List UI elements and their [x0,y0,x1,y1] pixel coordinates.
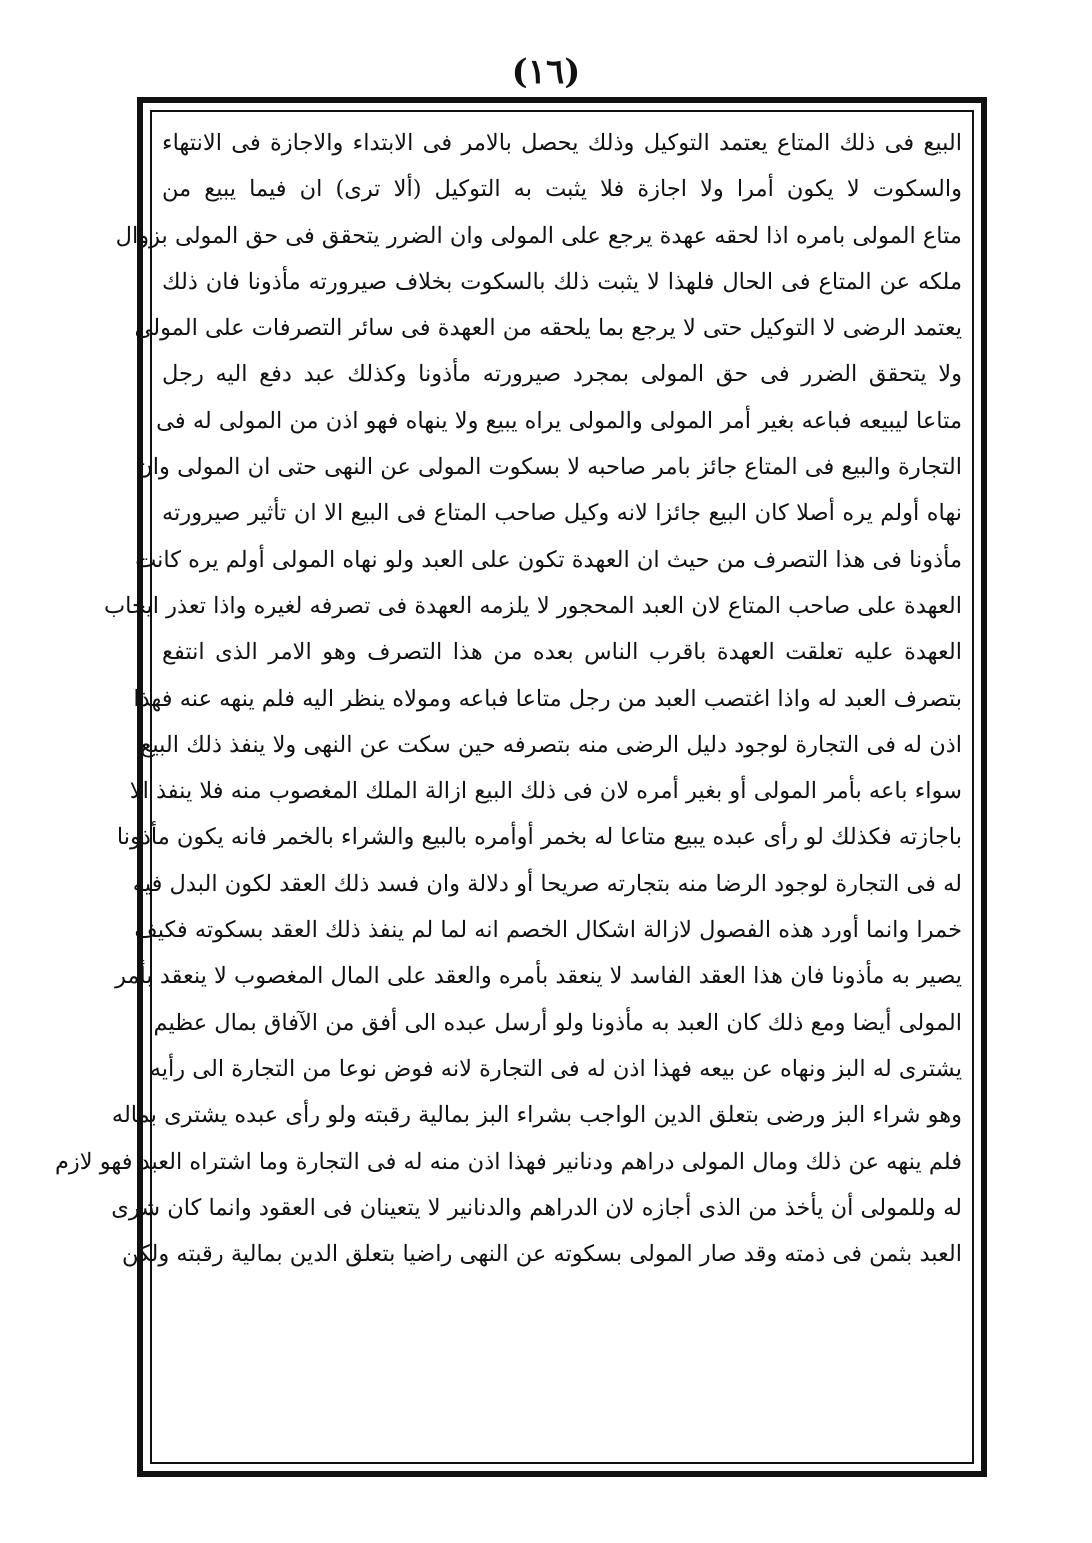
page-number: (١٦) [511,52,581,92]
text-line: المولى أيضا ومع ذلك كان العبد به مأذونا ولو أرسل عبده الى أفق من الآفاق بمال عظيم [153,1009,962,1036]
text-line: البيع فى ذلك المتاع يعتمد التوكيل وذلك يحصل بالامر فى الابتداء والاجازة فى الانتهاء [162,130,962,156]
text-line: يشترى له البز ونهاه عن بيعه فهذا اذن له فى التجارة لانه فوض نوعا من التجارة الى رأيه [149,1055,962,1082]
text-line: متاع المولى بامره اذا لحقه عهدة يرجع على المولى وان الضرر يتحقق فى حق المولى بزوال [115,222,962,249]
text-line: يعتمد الرضى لا التوكيل حتى لا يرجع بما يلحقه من العهدة فى سائر التصرفات على المولى [134,315,962,342]
text-line: مأذونا فى هذا التصرف من حيث ان العهدة تكون على العبد ولو نهاه المولى أولم يره كانت [135,546,962,573]
inner-border [54,110,974,1464]
text-line: يصير به مأذونا فان هذا العقد الفاسد لا ينعقد بأمره والعقد على المال المغصوب لا ينعقد بأمر [115,963,962,990]
text-line: ملكه عن المتاع فى الحال فلهذا لا يثبت ذلك بالسكوت بخلاف صيرورته مأذونا فان ذلك [162,268,962,295]
text-line: العهدة على صاحب المتاع لان العبد المحجور لا يلزمه العهدة فى تصرفه لغيره واذا تعذر ايجاب [103,592,962,619]
text-line: فلم ينهه عن ذلك ومال المولى دراهم ودنانير فهذا اذن منه له فى التجارة وما اشتراه العبد فهو لازم [54,1148,962,1175]
text-line: العبد بثمن فى ذمته وقد صار المولى بسكوته عن النهى راضيا بتعلق الدين بمالية رقبته ولكن [121,1241,962,1268]
text-line: بتصرف العبد له واذا اغتصب العبد من رجل متاعا فباعه ومولاه ينظر اليه فلم ينهه عنه فهذا [133,685,962,712]
text-line: خمرا وانما أورد هذه الفصول لازالة اشكال الخصم انه لما لم ينفذ ذلك العقد بسكوته فكيف [134,917,962,944]
text-line: اذن له فى التجارة لوجود دليل الرضى منه بتصرفه حين سكت عن النهى ولا ينفذ ذلك البيع [140,731,962,758]
text-line: له وللمولى أن يأخذ من الذى أجازه لان الدراهم والدنانير لا يتعينان فى العقود وانما كان شرى [111,1194,962,1221]
page-border [54,97,987,1477]
text-line: نهاه أولم يره أصلا كان البيع جائزا لانه وكيل صاحب المتاع فى البيع الا ان تأثير صيرورته [162,500,962,527]
text-line: ولا يتحقق الضرر فى حق المولى بمجرد صيرورته مأذونا وكذلك عبد دفع اليه رجل [162,361,962,388]
text-line: العهدة عليه تعلقت العهدة باقرب الناس بعده من هذا التصرف وهو الامر الذى انتفع [162,639,962,666]
text-line: التجارة والبيع فى المتاع جائز بامر صاحبه لا بسكوت المولى عن النهى حتى ان المولى وان [136,454,962,481]
text-line: والسكوت لا يكون أمرا ولا اجازة فلا يثبت به التوكيل (ألا ترى) ان فيما يبيع من [162,176,962,203]
text-line: له فى التجارة لوجود الرضا منه بتجارته صريحا أو دلالة وان فسد ذلك العقد لكون البدل فيه [132,870,962,897]
text-line: باجازته فكذلك لو رأى عبده يبيع متاعا له بخمر أوأمره بالبيع والشراء بالخمر فانه يكون مأذونا [116,824,962,851]
arabic-text-body [54,120,962,1454]
text-line: متاعا ليبيعه فباعه بغير أمر المولى والمولى يراه يبيع ولا ينهاه فهو اذن من المولى له فى [156,407,962,434]
text-line: سواء باعه بأمر المولى أو بغير أمره لان فى ذلك البيع ازالة الملك المغصوب منه فلا ينفذ الا [129,778,962,805]
text-line: وهو شراء البز ورضى بتعلق الدين الواجب بشراء البز بمالية رقبته ولو رأى عبده يشترى بماله [111,1102,962,1129]
